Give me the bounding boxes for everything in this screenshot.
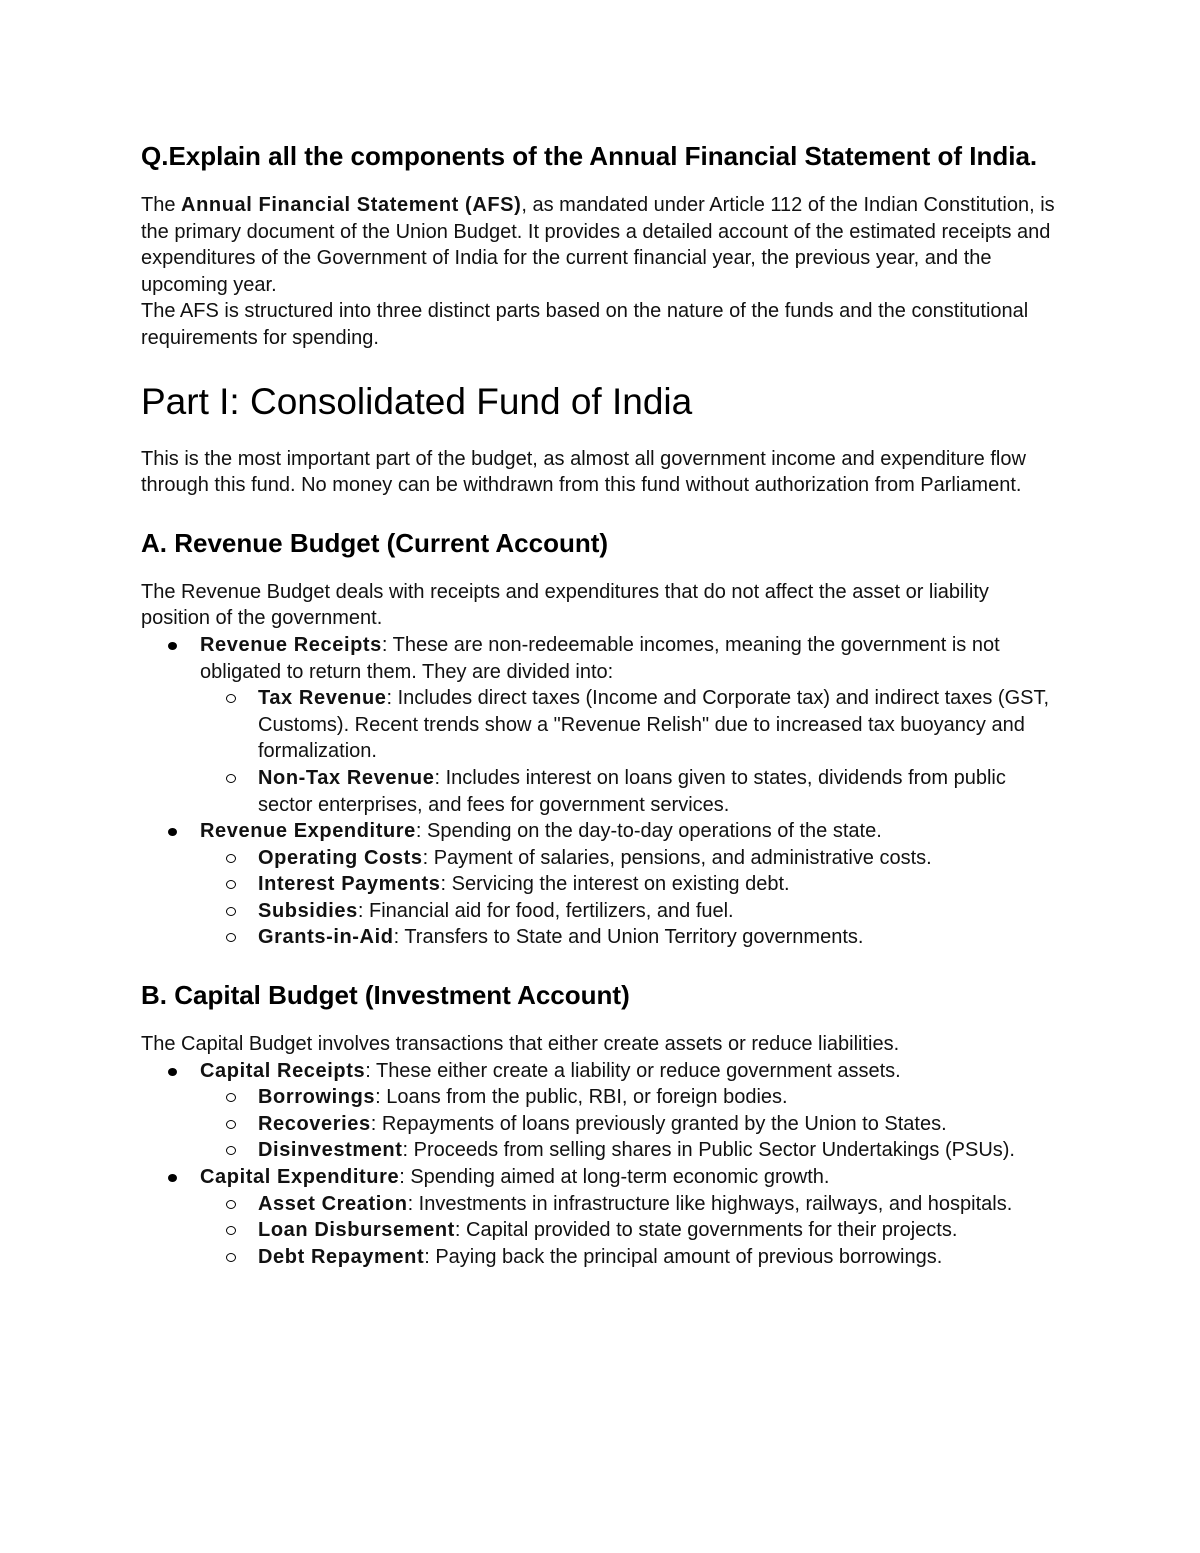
sub-desc: : Payment of salaries, pensions, and administrative costs. — [422, 846, 932, 869]
bullet-disc-icon — [168, 828, 177, 836]
intro-paragraph-2: The AFS is structured into three distinct parts based on the nature of the funds and the constitutional requirements for spending. — [141, 300, 1029, 349]
bullet-circle-icon — [226, 1200, 236, 1209]
sub-desc: : Financial aid for food, fertilizers, and fuel. — [357, 899, 734, 922]
bullet-circle-icon — [226, 694, 236, 703]
section-a-list — [141, 632, 1060, 951]
sub-desc: : Loans from the public, RBI, or foreign bodies. — [375, 1086, 788, 1109]
sub-term: Tax Revenue — [258, 687, 387, 710]
bullet-circle-icon — [226, 1120, 236, 1129]
sub-item-subsidies — [258, 898, 1060, 925]
sub-desc: : Repayments of loans previously granted by the Union to States. — [370, 1112, 947, 1135]
sub-term: Loan Disbursement — [258, 1219, 455, 1242]
sub-term: Asset Creation — [258, 1192, 408, 1215]
item-desc: : Spending aimed at long-term economic growth. — [399, 1166, 830, 1189]
part1-heading: Part I: Consolidated Fund of India — [141, 380, 693, 422]
question-heading: Q.Explain all the components of the Annual Financial Statement of India. — [141, 141, 1038, 171]
bullet-circle-icon — [226, 907, 236, 916]
sub-term: Disinvestment — [258, 1139, 403, 1162]
sub-item-disinvestment — [258, 1137, 1060, 1164]
part1-intro: This is the most important part of the budget, as almost all government income and expenditure flow through this fund. No money can be withdrawn from this fund without authorization from Parliament. — [141, 447, 1026, 497]
sublist-revenue-receipts — [200, 685, 1060, 818]
item-term: Capital Receipts — [200, 1059, 366, 1082]
sublist-capital-receipts — [200, 1084, 1060, 1164]
sublist-capital-expenditure — [200, 1191, 1060, 1271]
list-item-revenue-expenditure — [200, 818, 1060, 951]
sub-item-interest-payments — [258, 871, 1060, 898]
sub-item-tax-revenue — [258, 685, 1060, 765]
intro-p1-term: Annual Financial Statement (AFS) — [181, 194, 522, 216]
section-b-list — [141, 1058, 1060, 1271]
section-b-intro: The Capital Budget involves transactions that either create assets or reduce liabilities. — [141, 1033, 900, 1056]
list-item-capital-expenditure — [200, 1164, 1060, 1270]
sub-desc: : Paying back the principal amount of previous borrowings. — [424, 1245, 943, 1268]
bullet-circle-icon — [226, 1093, 236, 1102]
bullet-circle-icon — [226, 774, 236, 783]
bullet-disc-icon — [168, 1174, 177, 1182]
bullet-circle-icon — [226, 1146, 236, 1155]
section-b-heading: B. Capital Budget (Investment Account) — [141, 980, 630, 1011]
sub-desc: : Includes interest on loans given to states, dividends from public sector enterprises, and fees for government services. — [258, 766, 1006, 816]
item-term: Revenue Receipts — [200, 633, 382, 656]
sub-term: Operating Costs — [258, 846, 423, 869]
intro-p1-post: , as mandated under Article 112 of the Indian Constitution, is the primary document of the Union Budget. It provides a detailed account of the estimated receipts and expenditures of the Government of India for the current financial year, the previous year, and the upcoming year. — [141, 194, 1055, 296]
bullet-disc-icon — [168, 1068, 177, 1076]
sub-term: Borrowings — [258, 1086, 376, 1109]
item-term: Capital Expenditure — [200, 1166, 400, 1189]
sub-desc: : Transfers to State and Union Territory governments. — [393, 926, 864, 949]
sub-term: Interest Payments — [258, 873, 441, 896]
sub-desc: : Capital provided to state governments for their projects. — [454, 1219, 958, 1242]
bullet-disc-icon — [168, 642, 177, 650]
list-item-revenue-receipts — [200, 632, 1060, 818]
list-item-capital-receipts — [200, 1058, 1060, 1164]
bullet-circle-icon — [226, 880, 236, 889]
section-a-intro: The Revenue Budget deals with receipts and expenditures that do not affect the asset or liability position of the government. — [141, 580, 989, 630]
sub-item-recoveries — [258, 1111, 1060, 1138]
sub-item-non-tax-revenue — [258, 765, 1060, 818]
bullet-circle-icon — [226, 933, 236, 942]
item-desc: : These either create a liability or reduce government assets. — [365, 1059, 901, 1082]
sub-item-debt-repayment — [258, 1244, 1060, 1271]
bullet-circle-icon — [226, 854, 236, 863]
sub-desc: : Servicing the interest on existing debt. — [440, 873, 790, 896]
sub-item-grants-in-aid — [258, 924, 1060, 951]
section-a-heading: A. Revenue Budget (Current Account) — [141, 527, 609, 558]
bullet-circle-icon — [226, 1226, 236, 1235]
intro-p1-pre: The — [141, 194, 182, 216]
sub-term: Debt Repayment — [258, 1245, 425, 1268]
sub-item-operating-costs — [258, 845, 1060, 872]
sub-term: Recoveries — [258, 1112, 371, 1135]
item-desc: : Spending on the day-to-day operations of the state. — [415, 820, 882, 843]
sub-desc: : Investments in infrastructure like highways, railways, and hospitals. — [407, 1192, 1013, 1215]
sub-desc: : Proceeds from selling shares in Public Sector Undertakings (PSUs). — [402, 1139, 1015, 1162]
item-term: Revenue Expenditure — [200, 820, 416, 843]
sub-item-asset-creation — [258, 1191, 1060, 1218]
sub-term: Non-Tax Revenue — [258, 766, 435, 789]
bullet-circle-icon — [226, 1253, 236, 1262]
sub-term: Subsidies — [258, 899, 358, 922]
sub-desc: : Includes direct taxes (Income and Corporate tax) and indirect taxes (GST, Customs). Recent trends show a "Revenue Relish" due to increased tax buoyancy and formalization. — [258, 687, 1050, 763]
sub-term: Grants-in-Aid — [258, 926, 394, 949]
sublist-revenue-expenditure — [200, 845, 1060, 951]
sub-item-loan-disbursement — [258, 1217, 1060, 1244]
sub-item-borrowings — [258, 1084, 1060, 1111]
item-desc: : These are non-redeemable incomes, meaning the government is not obligated to return them. They are divided into: — [200, 633, 1000, 683]
intro-paragraph-1 — [141, 192, 1060, 298]
